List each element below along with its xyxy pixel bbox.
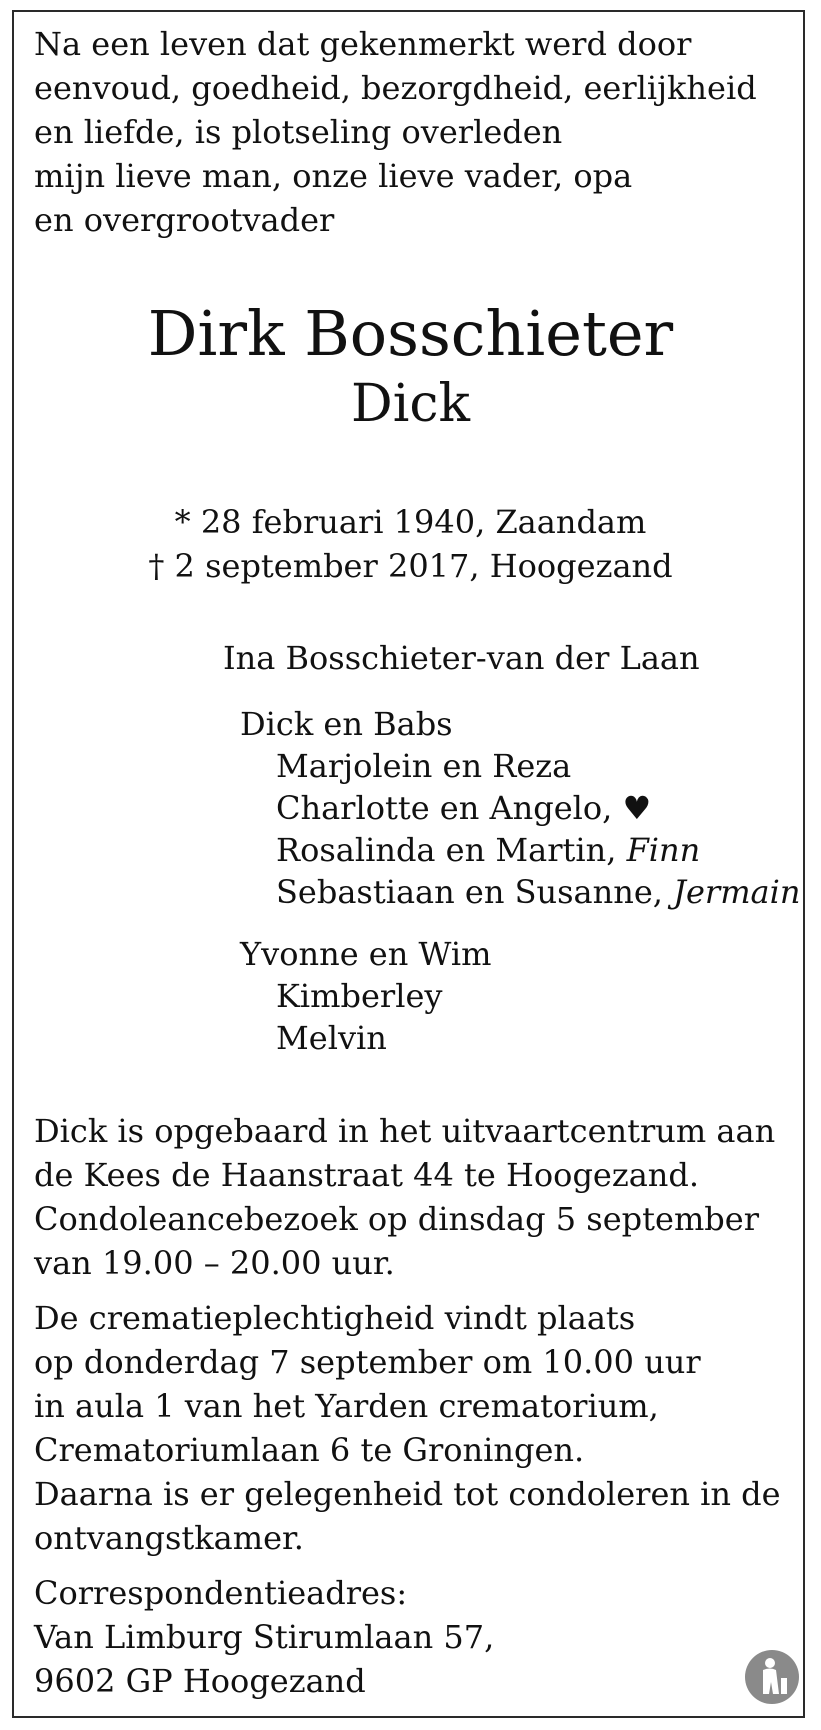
- spouse-name: [223, 637, 700, 679]
- great-grandchild: Finn: [626, 831, 701, 869]
- intro-line: eenvoud, goedheid, bezorgdheid, eerlijkheid: [34, 69, 757, 107]
- laid-out-line: Condoleancebezoek op dinsdag 5 september: [34, 1200, 759, 1238]
- family-member: Marjolein en Reza: [276, 747, 572, 785]
- laid-out-line: van 19.00 – 20.00 uur.: [34, 1244, 395, 1282]
- family-head: Dick en Babs: [240, 705, 453, 743]
- logo-head: [765, 1658, 775, 1668]
- cremation-info: [34, 1296, 781, 1560]
- family-member: Kimberley: [276, 977, 443, 1015]
- laid-out-info: [34, 1109, 775, 1285]
- intro-text: [34, 22, 794, 242]
- correspondence-address: [34, 1571, 494, 1703]
- family-member: Sebastiaan en Susanne, Jermain: [276, 873, 801, 911]
- cremation-line: ontvangstkamer.: [34, 1519, 304, 1557]
- birth-date: * 28 februari 1940, Zaandam: [174, 503, 647, 541]
- family-head: Yvonne en Wim: [240, 935, 492, 973]
- intro-line: Na een leven dat gekenmerkt werd door: [34, 25, 692, 63]
- family-group-2: [240, 933, 491, 1059]
- spouse-label: Ina Bosschieter-van der Laan: [223, 639, 700, 677]
- mourning-figure-logo-icon: [743, 1648, 801, 1706]
- great-grandchild: Jermain: [673, 873, 801, 911]
- cremation-line: De crematieplechtigheid vindt plaats: [34, 1299, 636, 1337]
- life-dates: [0, 500, 821, 588]
- address-line: Van Limburg Stirumlaan 57,: [34, 1618, 495, 1656]
- address-line: Correspondentieadres:: [34, 1574, 408, 1612]
- heart-icon: ♥: [622, 789, 652, 827]
- family-member: Melvin: [276, 1019, 387, 1057]
- family-group-1: [240, 703, 800, 913]
- deceased-full-name: Dirk Bosschieter: [147, 297, 674, 370]
- deceased-nickname: Dick: [351, 374, 470, 434]
- family-member: Rosalinda en Martin, Finn: [276, 831, 701, 869]
- death-date: † 2 september 2017, Hoogezand: [148, 547, 673, 585]
- cremation-line: Crematoriumlaan 6 te Groningen.: [34, 1431, 585, 1469]
- laid-out-line: Dick is opgebaard in het uitvaartcentrum aan: [34, 1112, 776, 1150]
- address-line: 9602 GP Hoogezand: [34, 1662, 366, 1700]
- cremation-line: op donderdag 7 september om 10.00 uur: [34, 1343, 701, 1381]
- family-member: Charlotte en Angelo, ♥: [276, 789, 652, 827]
- intro-line: en overgrootvader: [34, 201, 335, 239]
- laid-out-line: de Kees de Haanstraat 44 te Hoogezand.: [34, 1156, 700, 1194]
- intro-line: mijn lieve man, onze lieve vader, opa: [34, 157, 633, 195]
- logo-pillar: [781, 1678, 787, 1694]
- cremation-line: Daarna is er gelegenheid tot condoleren in de: [34, 1475, 781, 1513]
- cremation-line: in aula 1 van het Yarden crematorium,: [34, 1387, 659, 1425]
- intro-line: en liefde, is plotseling overleden: [34, 113, 563, 151]
